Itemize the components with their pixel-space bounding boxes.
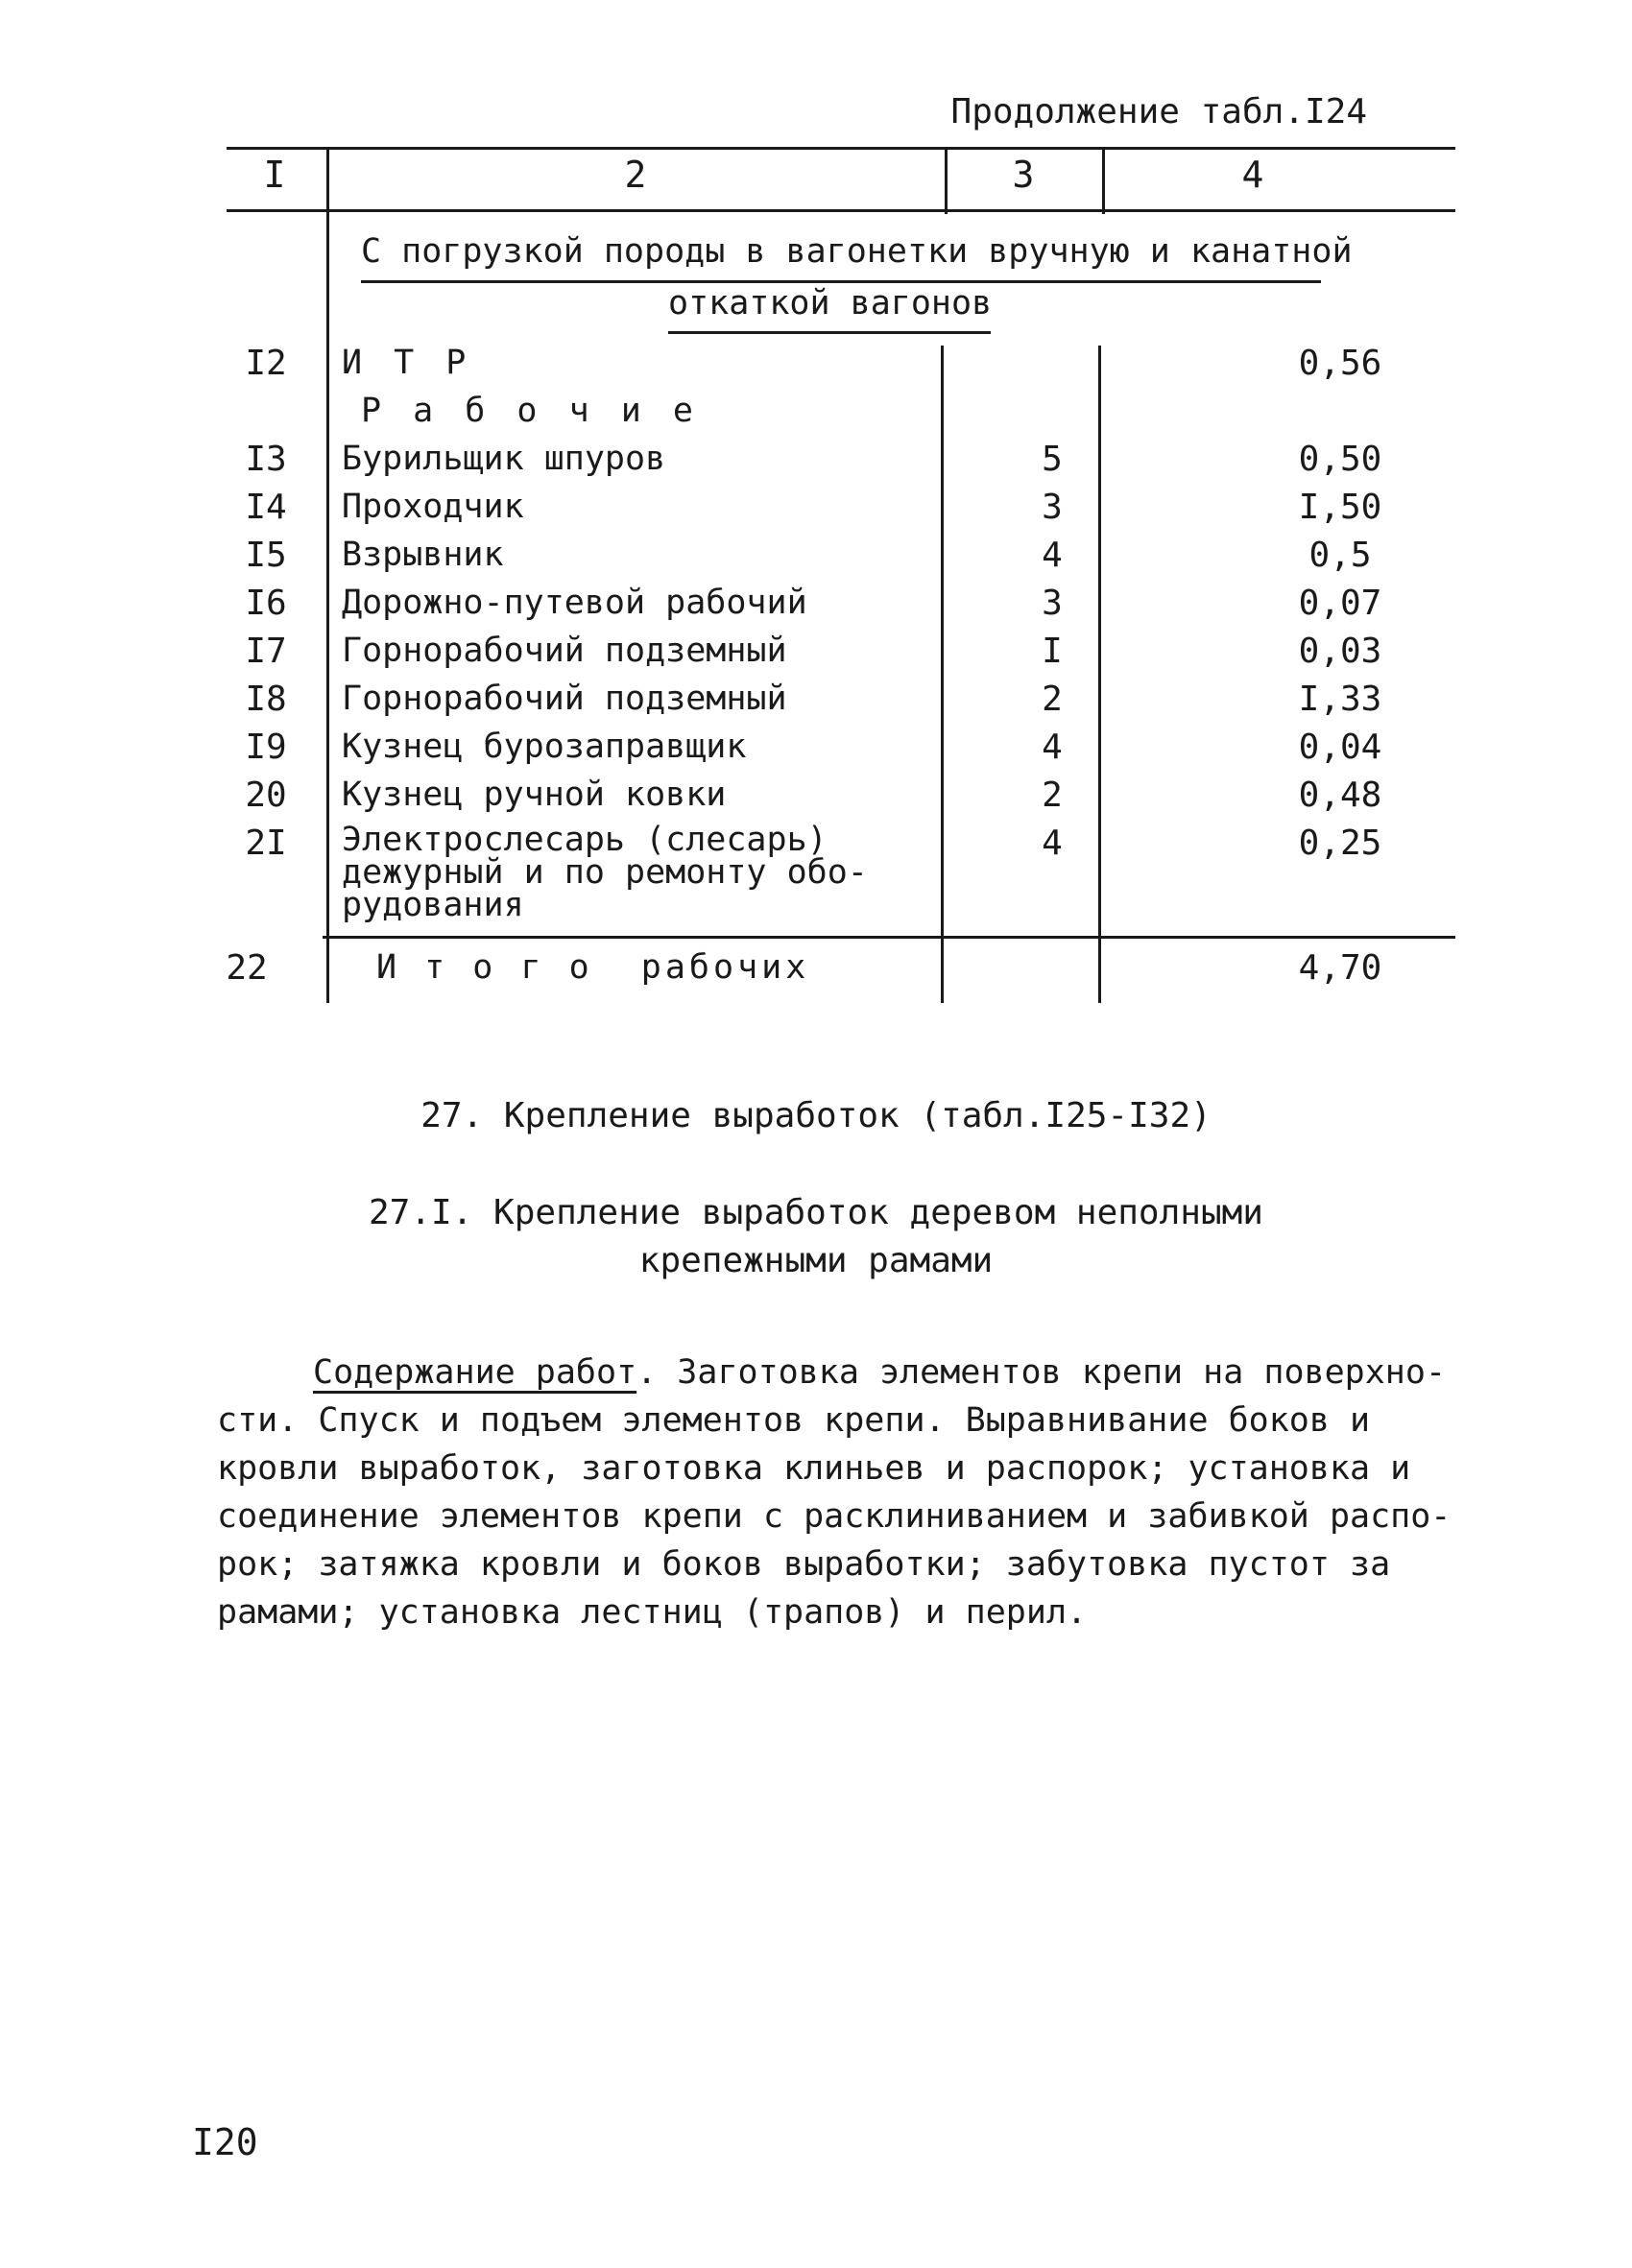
row-number: 2I: [245, 824, 287, 863]
row-grade: 4: [1042, 728, 1063, 767]
subsection-title-line2: крепежными рамами: [638, 1241, 994, 1280]
row-value: 0,5: [1308, 536, 1372, 575]
row-value: 0,25: [1298, 824, 1382, 863]
row-name: Дорожно-путевой рабочий: [342, 584, 807, 622]
row-number: 20: [245, 776, 287, 815]
table-row: [227, 632, 1455, 678]
row-value: 0,50: [1298, 440, 1382, 479]
table-total-rule: [323, 936, 1455, 939]
table-top-rule: [227, 147, 1455, 150]
row-grade: 2: [1042, 680, 1063, 719]
total-row-value: 4,70: [1298, 948, 1382, 988]
row-name: Горнорабочий подземный: [342, 632, 787, 670]
row-value: 0,04: [1298, 728, 1382, 767]
paragraph-line: сти. Спуск и подъем элементов крепи. Выравнивание боков и: [217, 1401, 1371, 1440]
staff-table: [227, 144, 1455, 1012]
work-content-label: Содержание работ: [313, 1353, 637, 1392]
table-row: [227, 728, 1455, 774]
row-grade: 3: [1042, 584, 1063, 623]
table-row: [227, 536, 1455, 582]
row-value: 0,03: [1298, 632, 1382, 671]
header-col-3: 3: [1012, 154, 1035, 196]
row-number: I5: [245, 536, 287, 575]
table-row: [227, 392, 1455, 438]
table-subheading-line1: С погрузкой породы в вагонетки вручную и канатной: [361, 232, 1353, 271]
header-col-1: I: [263, 154, 286, 196]
row-value: 0,56: [1298, 344, 1382, 383]
work-content-paragraph: [217, 1349, 1455, 1636]
paragraph-line: [217, 1349, 1455, 1397]
table-total-row: [227, 948, 1455, 994]
table-row: [227, 344, 1455, 390]
row-name: Кузнец ручной ковки: [342, 776, 727, 814]
paragraph-line: соединение элементов крепи с расклиниванием и забивкой распо-: [217, 1497, 1452, 1536]
header-col-2: 2: [624, 154, 647, 196]
row-grade: 4: [1042, 824, 1063, 863]
row-number: I9: [245, 728, 287, 767]
paragraph-line: рамами; установка лестниц (трапов) и перил.: [217, 1593, 1088, 1632]
total-row-label: И т о г о рабочих: [376, 948, 810, 987]
paragraph-line: рок; затяжка кровли и боков выработки; забутовка пустот за: [217, 1545, 1391, 1584]
total-row-number: 22: [226, 948, 268, 988]
section-title: 27. Крепление выработок (табл.I25-I32): [420, 1096, 1212, 1135]
row-number: I7: [245, 632, 287, 671]
row-number: I4: [245, 488, 287, 527]
row-value: I,50: [1298, 488, 1382, 527]
row-group-label: Р а б о ч и е: [361, 392, 699, 430]
table-subheading-line2: откаткой вагонов: [668, 284, 993, 322]
row-value: I,33: [1298, 680, 1382, 719]
row-value: 0,07: [1298, 584, 1382, 623]
row-name: Электрослесарь (слесарь) дежурный и по ремонту обо- рудования: [342, 821, 868, 924]
subsection-title-line1: 27.I. Крепление выработок деревом неполными: [369, 1193, 1263, 1232]
table-row: [227, 680, 1455, 726]
row-grade: 4: [1042, 536, 1063, 575]
row-name: Бурильщик шпуров: [342, 440, 666, 478]
table-row: [227, 488, 1455, 534]
row-grade: 5: [1042, 440, 1063, 479]
row-grade: 2: [1042, 776, 1063, 815]
table-header-rule: [227, 209, 1455, 212]
row-grade: I: [1042, 632, 1063, 671]
paragraph-line-text: . Заготовка элементов крепи на поверхно-: [636, 1353, 1447, 1392]
row-name: Горнорабочий подземный: [342, 680, 787, 718]
subheading-underline-2: [668, 331, 991, 334]
page-number: I20: [192, 2121, 258, 2163]
table-row: [227, 440, 1455, 486]
paragraph-line: кровли выработок, заготовка клиньев и распорок; установка и: [217, 1449, 1411, 1488]
row-grade: 3: [1042, 488, 1063, 527]
table-row: [227, 584, 1455, 630]
row-number: I3: [245, 440, 287, 479]
row-number: I6: [245, 584, 287, 623]
header-col-4: 4: [1241, 154, 1264, 196]
row-value: 0,48: [1298, 776, 1382, 815]
row-number: I2: [245, 344, 287, 383]
table-row: [227, 776, 1455, 822]
subheading-underline-1: [361, 280, 1321, 283]
row-name: Взрывник: [342, 536, 504, 574]
table-row: [227, 821, 1455, 929]
row-number: I8: [245, 680, 287, 719]
row-name: Проходчик: [342, 488, 524, 526]
row-name: И Т Р: [342, 344, 472, 382]
row-name: Кузнец бурозаправщик: [342, 728, 747, 766]
table-continuation-caption: Продолжение табл.I24: [950, 92, 1367, 131]
